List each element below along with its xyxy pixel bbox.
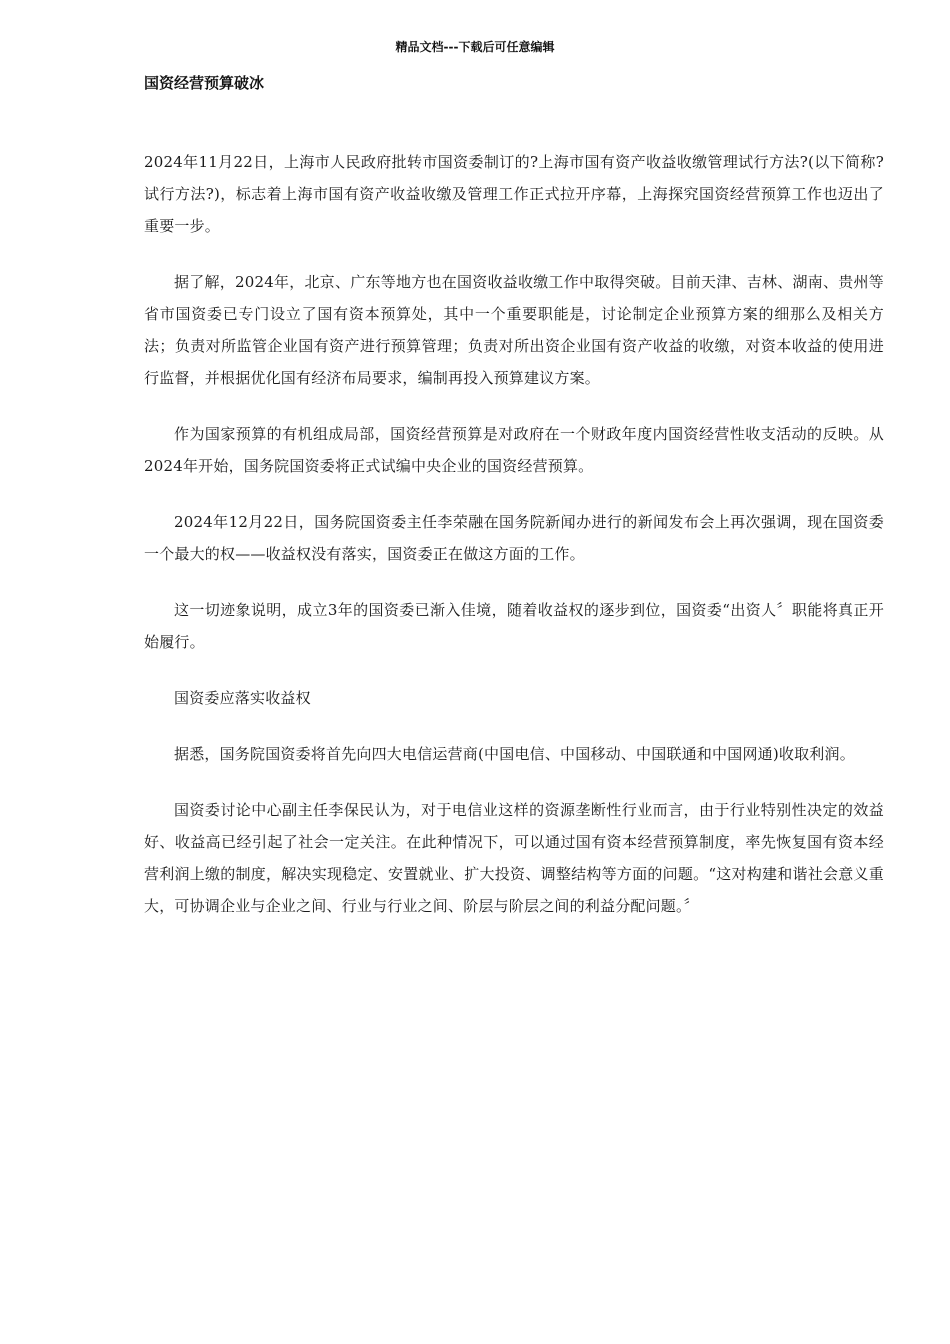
paragraph-1: 2024年11月22日，上海市人民政府批转市国资委制订的?上海市国有资产收益收缴管理试行方法?(以下简称?试行方法?)，标志着上海市国有资产收益收缴及管理工作正式拉开序幕，上海探究国资经营预算工作也迈出了重要一步。 bbox=[144, 153, 884, 235]
header-note: 精品文档---下载后可任意编辑 bbox=[395, 40, 555, 54]
paragraph-6: 据悉，国务院国资委将首先向四大电信运营商(中国电信、中国移动、中国联通和中国网通)收取利润。 bbox=[174, 745, 855, 763]
document-title: 国资经营预算破冰 bbox=[144, 74, 265, 92]
document-body bbox=[144, 146, 884, 922]
paragraph-2: 据了解，2024年，北京、广东等地方也在国资收益收缴工作中取得突破。目前天津、吉林、湖南、贵州等省市国资委已专门设立了国有资本预算处，其中一个重要职能是，讨论制定企业预算方案的细那么及相关方法；负责对所监管企业国有资产进行预算管理；负责对所出资企业国有资产收益的收缴，对资本收益的使用进行监督，并根据优化国有经济布局要求，编制再投入预算建议方案。 bbox=[144, 273, 884, 387]
paragraph-7: 国资委讨论中心副主任李保民认为，对于电信业这样的资源垄断性行业而言，由于行业特别性决定的效益好、收益高已经引起了社会一定关注。在此种情况下，可以通过国有资本经营预算制度，率先恢复国有资本经营利润上缴的制度，解决实现稳定、安置就业、扩大投资、调整结构等方面的问题。“这对构建和谐社会意义重大，可协调企业与企业之间、行业与行业之间、阶层与阶层之间的利益分配问题。〞 bbox=[144, 801, 884, 915]
paragraph-3: 作为国家预算的有机组成局部，国资经营预算是对政府在一个财政年度内国资经营性收支活动的反映。从2024年开始，国务院国资委将正式试编中央企业的国资经营预算。 bbox=[144, 425, 884, 475]
paragraph-5: 这一切迹象说明，成立3年的国资委已渐入佳境，随着收益权的逐步到位，国资委“出资人〞职能将真正开始履行。 bbox=[144, 601, 884, 651]
section-heading: 国资委应落实收益权 bbox=[174, 689, 311, 707]
paragraph-4: 2024年12月22日，国务院国资委主任李荣融在国务院新闻办进行的新闻发布会上再次强调，现在国资委一个最大的权——收益权没有落实，国资委正在做这方面的工作。 bbox=[144, 513, 884, 563]
